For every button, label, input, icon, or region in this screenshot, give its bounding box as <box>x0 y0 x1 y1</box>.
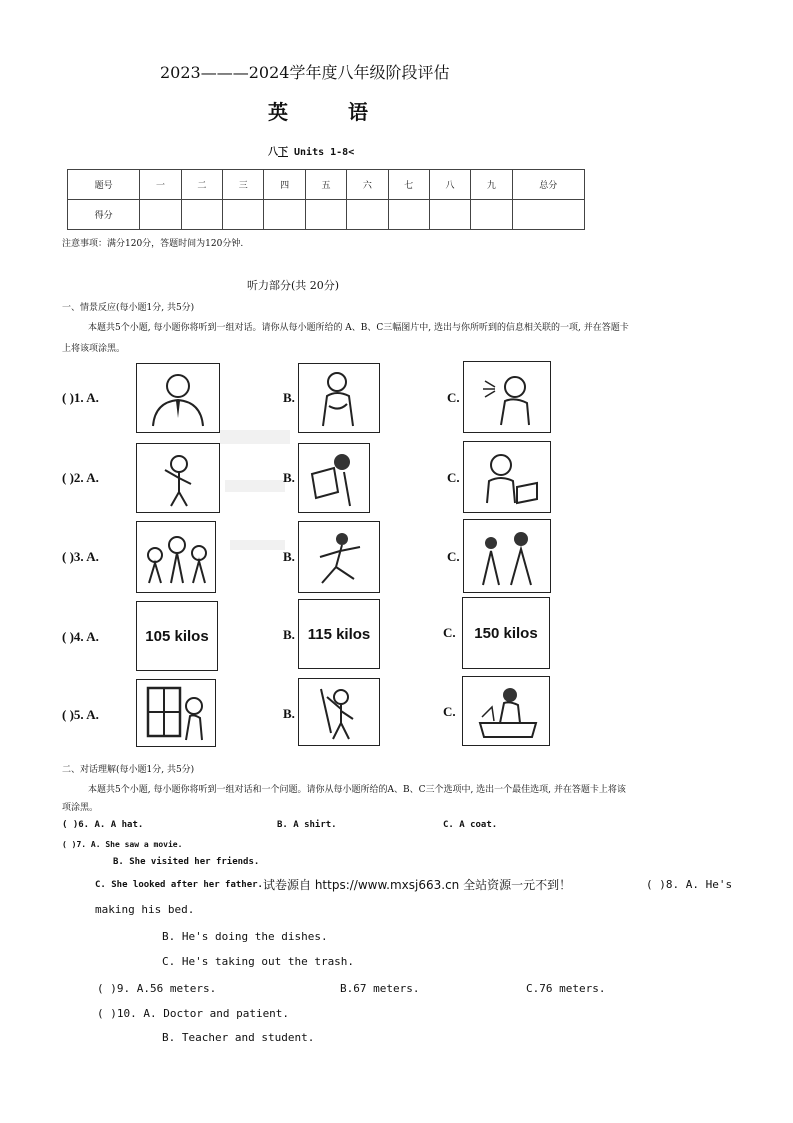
q4-option-b-label: B. <box>283 627 295 642</box>
question-5-label: ( )5. A. <box>62 707 99 722</box>
score-header-row <box>68 170 585 200</box>
boy-at-laptop-icon <box>471 447 543 507</box>
score-cell[interactable] <box>305 200 346 230</box>
q1-option-c-label: C. <box>447 390 460 405</box>
exam-note: 注意事项：满分120分，答题时间为120分钟. <box>62 239 244 249</box>
units-rest: Units 1-8< <box>288 147 355 158</box>
part2-desc-cont: 项涂黑。 <box>62 803 99 813</box>
group-of-people-icon <box>471 525 543 587</box>
question-10: ( )10. A. Doctor and patient. <box>97 1007 290 1020</box>
weight-115-text: 115 kilos <box>307 625 371 643</box>
score-cell[interactable] <box>347 200 388 230</box>
score-table <box>67 169 585 230</box>
question-4-label: ( )4. A. <box>62 629 99 644</box>
table-cell: 五 <box>305 170 346 200</box>
weight-105-text: 105 kilos <box>145 627 209 645</box>
boy-with-hand-to-ear-icon <box>145 448 211 508</box>
question-1-label: ( )1. A. <box>62 390 99 405</box>
person-stomachache-icon <box>307 368 371 428</box>
table-cell: 九 <box>471 170 512 200</box>
part1-desc-cont: 上将该项涂黑。 <box>62 344 126 354</box>
table-cell: 二 <box>181 170 222 200</box>
girl-sweeping-icon <box>307 683 371 741</box>
score-cell[interactable] <box>429 200 470 230</box>
flying-figure-icon <box>306 527 372 587</box>
girl-cleaning-window-icon <box>142 684 210 742</box>
part2-desc: 本题共5个小题, 每小题你将听到一组对话和一个问题。请你从每小题所给的A、B、C三个选项中, 选出一个最佳选项, 并在答题卡上将该 <box>88 785 626 795</box>
q3-option-c-label: C. <box>447 549 460 564</box>
subject-title: 英语 <box>268 100 428 124</box>
q5-option-b-label: B. <box>283 706 295 721</box>
q9-option-b: B.67 meters. <box>340 982 420 995</box>
source-watermark: 试卷源自 https://www.mxsj663.cn 全站资源一元不到！ <box>263 878 572 892</box>
question-7: ( )7. A. She saw a movie. <box>62 840 183 849</box>
q10-option-b: B. Teacher and student. <box>162 1031 315 1044</box>
q1-picture-c[interactable] <box>463 361 551 433</box>
woman-washing-dishes-icon <box>470 681 542 741</box>
part2-heading: 二、对话理解(每小题1分, 共5分) <box>62 765 195 775</box>
q3-picture-c[interactable] <box>463 519 551 593</box>
q7-option-b: B. She visited her friends. <box>113 857 260 867</box>
q5-picture-c[interactable] <box>462 676 550 746</box>
table-cell: 总分 <box>512 170 584 200</box>
q8-option-b: B. He's doing the dishes. <box>162 930 328 943</box>
q2-option-c-label: C. <box>447 470 460 485</box>
weight-150-text: 150 kilos <box>474 624 538 642</box>
q3-picture-a[interactable] <box>136 521 216 593</box>
q4-picture-b[interactable] <box>298 599 380 669</box>
scan-smudge <box>230 540 285 550</box>
table-cell: 题号 <box>68 170 140 200</box>
table-cell: 四 <box>264 170 305 200</box>
table-cell: 得分 <box>68 200 140 230</box>
q6-option-b: B. A shirt. <box>277 820 337 830</box>
q4-picture-a[interactable] <box>136 601 218 671</box>
q7-option-c: C. She looked after her father. <box>95 880 263 890</box>
q5-picture-a[interactable] <box>136 679 216 747</box>
cartoon-characters-icon <box>141 527 211 587</box>
q6-option-c: C. A coat. <box>443 820 498 830</box>
q2-picture-b[interactable] <box>298 443 370 513</box>
q3-option-b-label: B. <box>283 549 295 564</box>
q2-option-b-label: B. <box>283 470 295 485</box>
student-at-desk-icon <box>304 448 364 508</box>
score-cell[interactable] <box>264 200 305 230</box>
table-cell: 八 <box>429 170 470 200</box>
units-underlined: 下 <box>278 147 288 158</box>
question-8: ( )8. A. He's <box>646 878 733 891</box>
part1-heading: 一、情景反应(每小题1分, 共5分) <box>62 303 195 313</box>
score-cell[interactable] <box>388 200 429 230</box>
score-cell[interactable] <box>140 200 181 230</box>
score-cell[interactable] <box>223 200 264 230</box>
q1-option-b-label: B. <box>283 390 295 405</box>
q2-picture-c[interactable] <box>463 441 551 513</box>
scan-smudge <box>220 430 290 444</box>
q1-picture-b[interactable] <box>298 363 380 433</box>
q5-picture-b[interactable] <box>298 678 380 746</box>
score-cell[interactable] <box>181 200 222 230</box>
part1-desc: 本题共5个小题, 每小题你将听到一组对话。请你从每小题所给的 A、B、C三幅图片中, 选出与你所听到的信息相关联的一项, 并在答题卡 <box>88 323 629 333</box>
man-with-tie-icon <box>143 368 213 428</box>
q9-option-c: C.76 meters. <box>526 982 606 995</box>
score-cell[interactable] <box>471 200 512 230</box>
q1-picture-a[interactable] <box>136 363 220 433</box>
exam-title: 2023———2024学年度八年级阶段评估 <box>160 63 450 82</box>
q8-option-a-cont: making his bed. <box>95 903 195 916</box>
q4-option-c-label: C. <box>443 625 456 640</box>
units-line <box>268 143 354 158</box>
units-prefix: 八 <box>268 147 278 158</box>
q2-picture-a[interactable] <box>136 443 220 513</box>
table-cell: 一 <box>140 170 181 200</box>
question-9: ( )9. A.56 meters. <box>97 982 217 995</box>
score-value-row <box>68 200 585 230</box>
question-3-label: ( )3. A. <box>62 549 99 564</box>
table-cell: 六 <box>347 170 388 200</box>
q4-picture-c[interactable] <box>462 597 550 669</box>
question-2-label: ( )2. A. <box>62 470 99 485</box>
table-cell: 三 <box>223 170 264 200</box>
q3-picture-b[interactable] <box>298 521 380 593</box>
scan-smudge <box>225 480 285 492</box>
question-6: ( )6. A. A hat. <box>62 820 144 830</box>
person-sneezing-icon <box>471 367 543 427</box>
score-cell[interactable] <box>512 200 584 230</box>
listening-title: 听力部分(共 20分) <box>247 279 340 292</box>
q5-option-c-label: C. <box>443 704 456 719</box>
q8-option-c: C. He's taking out the trash. <box>162 955 355 968</box>
table-cell: 七 <box>388 170 429 200</box>
